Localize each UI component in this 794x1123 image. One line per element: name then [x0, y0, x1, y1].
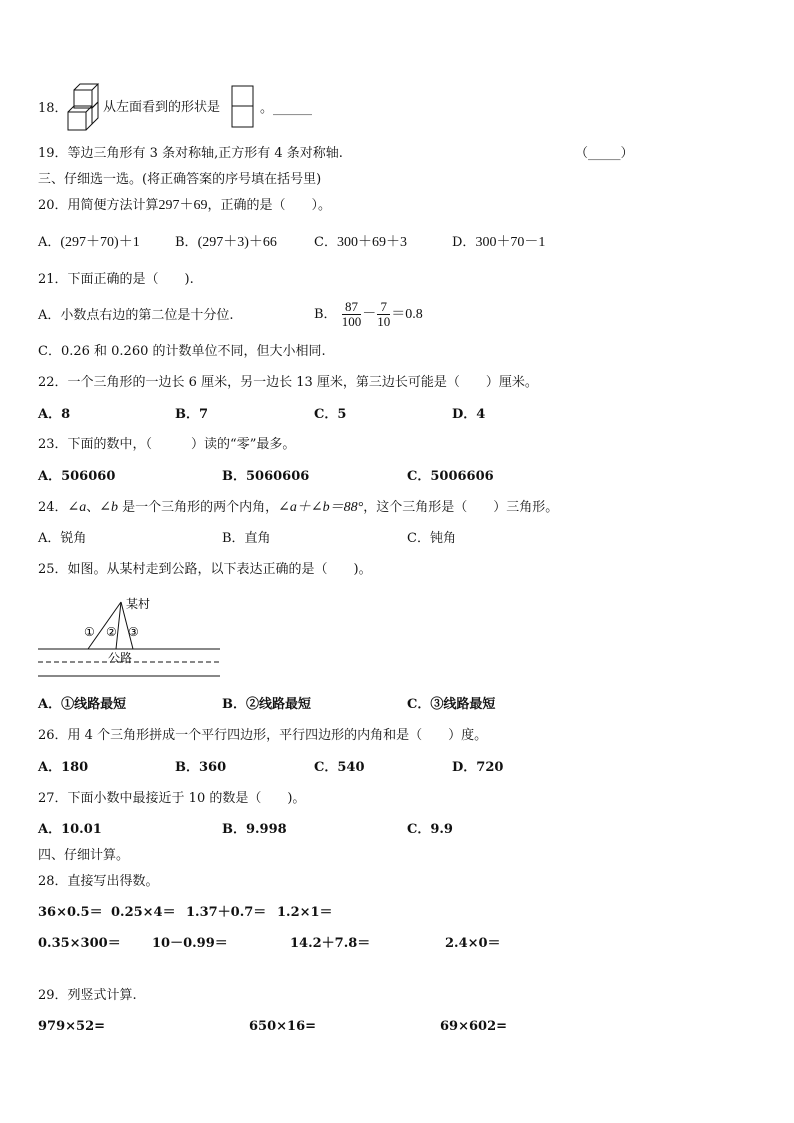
village-label: 某村	[126, 597, 151, 611]
q24-number: 24．	[38, 500, 68, 515]
q18-number: 18．	[38, 101, 68, 116]
option-letter: C．	[314, 235, 337, 250]
cube-stack-figure	[66, 82, 100, 132]
q24-post-text: ，这个三角形是（ ）三角形。	[363, 500, 559, 515]
denominator: 100	[341, 314, 362, 329]
q20-option-d	[452, 235, 545, 251]
q20-stem-a: 20．用简便方法计算	[38, 198, 159, 213]
result: ＝0.8	[391, 307, 423, 322]
q26-option-d: D．720	[452, 760, 504, 775]
calc-item: 0.35×300＝	[38, 936, 121, 951]
option-value: 300＋70－1	[475, 235, 546, 250]
q22-option-d: D．4	[452, 407, 486, 422]
option-value: (297＋3)＋66	[197, 235, 277, 250]
village-road-figure	[38, 594, 222, 682]
q18-answer-blank: 。______	[260, 101, 313, 116]
left-view-shape-figure	[231, 85, 255, 129]
option-value: (297＋70)＋1	[60, 235, 140, 250]
q24-stem	[38, 500, 558, 516]
q29-stem: 29．列竖式计算.	[38, 988, 137, 1003]
q28-stem: 28．直接写出得数。	[38, 874, 159, 889]
minus-sign: －	[362, 307, 377, 322]
q20-expression: 297＋69	[158, 198, 208, 213]
calc-item: 1.2×1＝	[277, 905, 333, 920]
q23-option-c: C．5006606	[407, 469, 494, 484]
calc-item: 10－0.99＝	[152, 936, 228, 951]
calc-item: 0.25×4＝	[111, 905, 176, 920]
q20-option-a	[38, 235, 140, 251]
route-1-label: ①	[84, 625, 95, 639]
calc-item: 1.37＋0.7＝	[186, 905, 267, 920]
q22-option-a: A．8	[38, 407, 71, 422]
calc-item: 14.2＋7.8＝	[290, 936, 371, 951]
numerator: 7	[377, 300, 390, 315]
road-label: 公路	[108, 651, 133, 665]
q19-text: 19．等边三角形有 3 条对称轴,正方形有 4 条对称轴.	[38, 146, 343, 161]
q25-stem: 25．如图。从某村走到公路，以下表达正确的是（ )。	[38, 562, 372, 577]
fraction-87-100	[342, 300, 362, 329]
q18-text: 从左面看到的形状是	[103, 100, 221, 115]
option-letter: D．	[452, 235, 476, 250]
route-3-label: ③	[128, 625, 139, 639]
numerator: 87	[342, 300, 362, 315]
calc-item: 36×0.5＝	[38, 905, 103, 920]
q27-stem: 27．下面小数中最接近于 10 的数是（ )。	[38, 791, 306, 806]
q20-option-c	[314, 235, 407, 251]
q22-option-b: B．7	[175, 407, 209, 422]
q27-option-b: B．9.998	[222, 822, 287, 837]
q24-mid-text: 是一个三角形的两个内角，	[118, 500, 279, 515]
option-letter: A．	[38, 235, 61, 250]
q27-option-c: C．9.9	[407, 822, 453, 837]
angle-a: ∠a	[67, 500, 87, 515]
q25-option-a: A．①线路最短	[38, 697, 127, 712]
q25-option-b: B．②线路最短	[222, 697, 311, 712]
q26-option-c: C．540	[314, 760, 365, 775]
vertical-calc-item: 979×52=	[38, 1019, 106, 1034]
angle-b: ∠b	[99, 500, 119, 515]
separator: 、	[86, 500, 100, 515]
q21-option-b	[314, 296, 423, 334]
q24-option-a: A．锐角	[38, 531, 87, 546]
section-3-heading: 三、仔细选一选。(将正确答案的序号填在括号里)	[38, 172, 322, 187]
q26-option-b: B．360	[175, 760, 227, 775]
q24-option-b: B．直角	[222, 531, 271, 546]
q19-answer-paren: （_____）	[575, 146, 634, 161]
q20-stem-b: ，正确的是（ ）。	[207, 198, 332, 213]
q21-stem: 21．下面正确的是（ ).	[38, 272, 194, 287]
calc-item: 2.4×0＝	[445, 936, 501, 951]
q27-option-a: A．10.01	[38, 822, 102, 837]
q24-option-c: C．钝角	[407, 531, 456, 546]
denominator: 10	[377, 314, 391, 329]
option-letter: B．	[175, 235, 198, 250]
q23-option-b: B．5060606	[222, 469, 310, 484]
q20-option-b	[175, 235, 277, 251]
q22-option-c: C．5	[314, 407, 347, 422]
q23-option-a: A．506060	[38, 469, 116, 484]
section-4-heading: 四、仔细计算。	[38, 848, 130, 863]
route-2-label: ②	[106, 625, 117, 639]
q22-stem: 22．一个三角形的一边长 6 厘米，另一边长 13 厘米，第三边长可能是（ ）厘米。	[38, 375, 538, 390]
q20-stem	[38, 198, 331, 214]
q25-option-c: C．③线路最短	[407, 697, 496, 712]
q21-option-a: A．小数点右边的第二位是十分位.	[38, 308, 234, 323]
option-value: 300＋69＋3	[336, 235, 407, 250]
q23-stem: 23．下面的数中，（ ）读的“零”最多。	[38, 437, 296, 452]
angle-sum-equation: ∠a＋∠b＝88°	[278, 500, 364, 515]
vertical-calc-item: 69×602=	[440, 1019, 508, 1034]
q26-stem: 26．用 4 个三角形拼成一个平行四边形，平行四边形的内角和是（ ）度。	[38, 728, 488, 743]
fraction-7-10	[377, 300, 390, 329]
q21-option-c: C．0.26 和 0.260 的计数单位不同，但大小相同.	[38, 344, 326, 359]
option-letter: B．	[314, 307, 337, 322]
vertical-calc-item: 650×16=	[249, 1019, 317, 1034]
q26-option-a: A．180	[38, 760, 89, 775]
